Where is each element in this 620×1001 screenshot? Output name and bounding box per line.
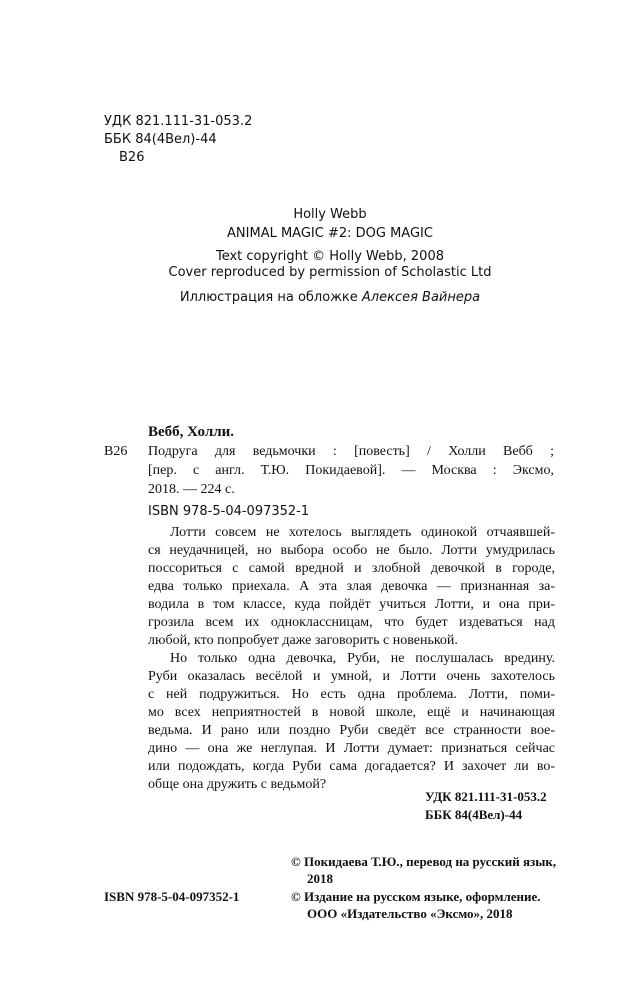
catalog-line: 2018. — 224 с. [148,482,235,497]
catalog-line: [пер. с англ. Т.Ю. Покидаевой]. — Москва : Эксмо, [148,463,554,478]
translation-copyright-year: 2018 [307,871,333,886]
illustration-artist: Алексея Вайнера [361,290,481,305]
original-title: ANIMAL MAGIC #2: DOG MAGIC [227,226,433,241]
annotation-line: ся неудачницей, но выбора особо не было. Лотти умудрилась [148,543,555,558]
annotation-line: Руби оказалась весёлой и умной, и Лотти очень захотелось [148,669,555,684]
annotation-line: или подождать, когда Руби сама догадается? И захочет ли во- [148,759,555,774]
original-author: Holly Webb [293,207,367,222]
author-mark: В26 [119,150,145,165]
annotation-line: обще она дружить с ведьмой? [148,777,327,792]
footer-udk-code: УДК 821.111-31-053.2 [425,789,547,804]
cover-credit: Cover reproduced by permission of Scholastic Ltd [168,265,492,280]
annotation-line: поссориться с самой вредной и злобной девочкой в городе, [148,561,555,576]
bottom-isbn: ISBN 978-5-04-097352-1 [104,889,240,904]
annotation-line: мо всех неприятностей в новой школе, ещё и начинающая [148,705,555,720]
annotation-line: дино — она же неглупая. И Лотти думает: признаться сейчас [148,741,555,756]
annotation-line: Но только одна девочка, Руби, не послушалась вредину. [170,651,555,666]
annotation-line: водила в том классе, куда пойдёт учиться Лотти, и она при- [148,597,555,612]
annotation-line: любой, кто попробует даже заговорить с новенькой. [148,633,458,648]
catalog-author-heading: Вебб, Холли. [148,424,235,440]
publisher-copyright: ООО «Издательство «Эксмо», 2018 [307,906,513,921]
illustration-prefix: Иллюстрация на обложке [179,290,362,305]
translation-copyright: © Покидаева Т.Ю., перевод на русский язык, [291,854,557,869]
annotation-line: грозила всем их одноклассницам, что будет издеваться над [148,615,555,630]
illustration-credit [0,290,620,305]
annotation-line: с ней подружиться. Но есть одна проблема. Лотти, поми- [148,687,555,702]
edition-copyright: © Издание на русском языке, оформление. [291,889,541,904]
annotation-line: едва только приехала. А эта злая девочка — признанная за- [148,579,555,594]
catalog-mark: В26 [104,444,128,459]
annotation-line: Лотти совсем не хотелось выглядеть одинокой отчаявшей- [170,525,555,540]
footer-bbk-code: ББК 84(4Вел)-44 [425,807,523,822]
annotation-line: ведьма. И рано или поздно Руби сведёт все странности вое- [148,723,555,738]
text-copyright: Text copyright © Holly Webb, 2008 [215,249,444,264]
udk-code: УДК 821.111-31-053.2 [104,114,253,129]
catalog-line: Подруга для ведьмочки : [повесть] / Холли Вебб ; [148,444,554,459]
bbk-code: ББК 84(4Вел)-44 [104,132,217,147]
catalog-isbn: ISBN 978-5-04-097352-1 [148,504,310,519]
